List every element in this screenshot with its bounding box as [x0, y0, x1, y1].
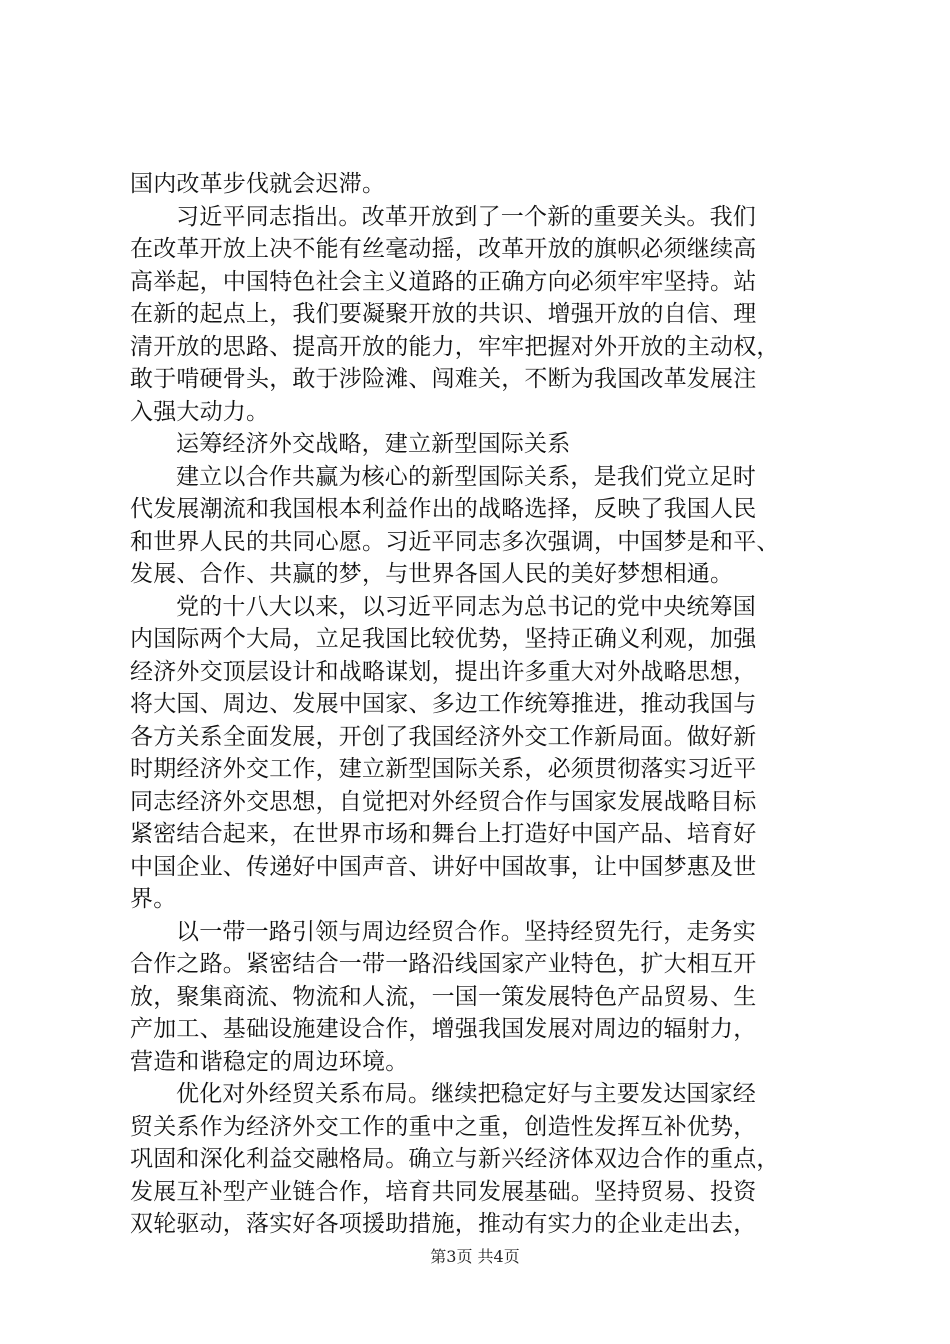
text-line: 在改革开放上决不能有丝毫动摇，改革开放的旗帜必须继续高: [130, 236, 757, 262]
text-line: 高举起，中国特色社会主义道路的正确方向必须牢牢坚持。站: [130, 268, 757, 295]
paragraph-start-line: 优化对外经贸关系布局。继续把稳定好与主要发达国家经: [176, 1081, 756, 1107]
text-line: 内国际两个大局，立足我国比较优势，坚持正确义利观，加强: [130, 626, 757, 652]
text-line: 同志经济外交思想，自觉把对外经贸合作与国家发展战略目标: [130, 788, 757, 815]
text-line: 界。: [130, 886, 177, 912]
text-line: 敢于啃硬骨头，敢于涉险滩、闯难关，不断为我国改革发展注: [130, 366, 757, 392]
text-line: 贸关系作为经济外交工作的重中之重，创造性发挥互补优势，: [130, 1113, 757, 1140]
text-line: 时期经济外交工作，建立新型国际关系，必须贯彻落实习近平: [130, 756, 757, 782]
text-line: 各方关系全面发展，开创了我国经济外交工作新局面。做好新: [130, 723, 757, 750]
text-line: 和世界人民的共同心愿。习近平同志多次强调，中国梦是和平、: [130, 528, 780, 555]
text-line: 代发展潮流和我国根本利益作出的战略选择，反映了我国人民: [130, 496, 757, 522]
text-line: 巩固和深化利益交融格局。确立与新兴经济体双边合作的重点，: [130, 1146, 780, 1172]
text-line: 发展、合作、共赢的梦，与世界各国人民的美好梦想相通。: [130, 561, 734, 587]
page-number-footer: 第3页 共4页: [430, 1247, 520, 1266]
text-line: 紧密结合起来，在世界市场和舞台上打造好中国产品、培育好: [130, 821, 757, 847]
text-line: 在新的起点上，我们要凝聚开放的共识、增强开放的自信、理: [130, 301, 757, 327]
paragraph-start-line: 党的十八大以来，以习近平同志为总书记的党中央统筹国: [176, 593, 756, 620]
text-line: 经济外交顶层设计和战略谋划，提出许多重大对外战略思想，: [130, 658, 757, 685]
paragraph-start-line: 以一带一路引领与周边经贸合作。坚持经贸先行，走务实: [176, 918, 756, 945]
section-heading: 运筹经济外交战略，建立新型国际关系: [176, 431, 571, 457]
paragraph-start-line: 建立以合作共赢为核心的新型国际关系，是我们党立足时: [176, 463, 756, 490]
text-line: 中国企业、传递好中国声音、讲好中国故事，让中国梦惠及世: [130, 853, 757, 880]
text-line: 双轮驱动，落实好各项援助措施，推动有实力的企业走出去，: [130, 1211, 757, 1237]
text-line: 放，聚集商流、物流和人流，一国一策发展特色产品贸易、生: [130, 983, 757, 1010]
text-line: 营造和谐稳定的周边环境。: [130, 1048, 409, 1075]
text-line: 入强大动力。: [130, 398, 270, 425]
text-line: 发展互补型产业链合作，培育共同发展基础。坚持贸易、投资: [130, 1178, 757, 1205]
text-line: 清开放的思路、提高开放的能力，牢牢把握对外开放的主动权，: [130, 333, 780, 360]
text-line: 国内改革步伐就会迟滞。: [130, 171, 386, 197]
text-line: 合作之路。紧密结合一带一路沿线国家产业特色，扩大相互开: [130, 951, 757, 977]
text-line: 产加工、基础设施建设合作，增强我国发展对周边的辐射力，: [130, 1016, 757, 1042]
paragraph-start-line: 习近平同志指出。改革开放到了一个新的重要关头。我们: [176, 203, 756, 230]
document-body: [130, 168, 830, 1241]
text-line: 将大国、周边、发展中国家、多边工作统筹推进，推动我国与: [130, 691, 757, 717]
